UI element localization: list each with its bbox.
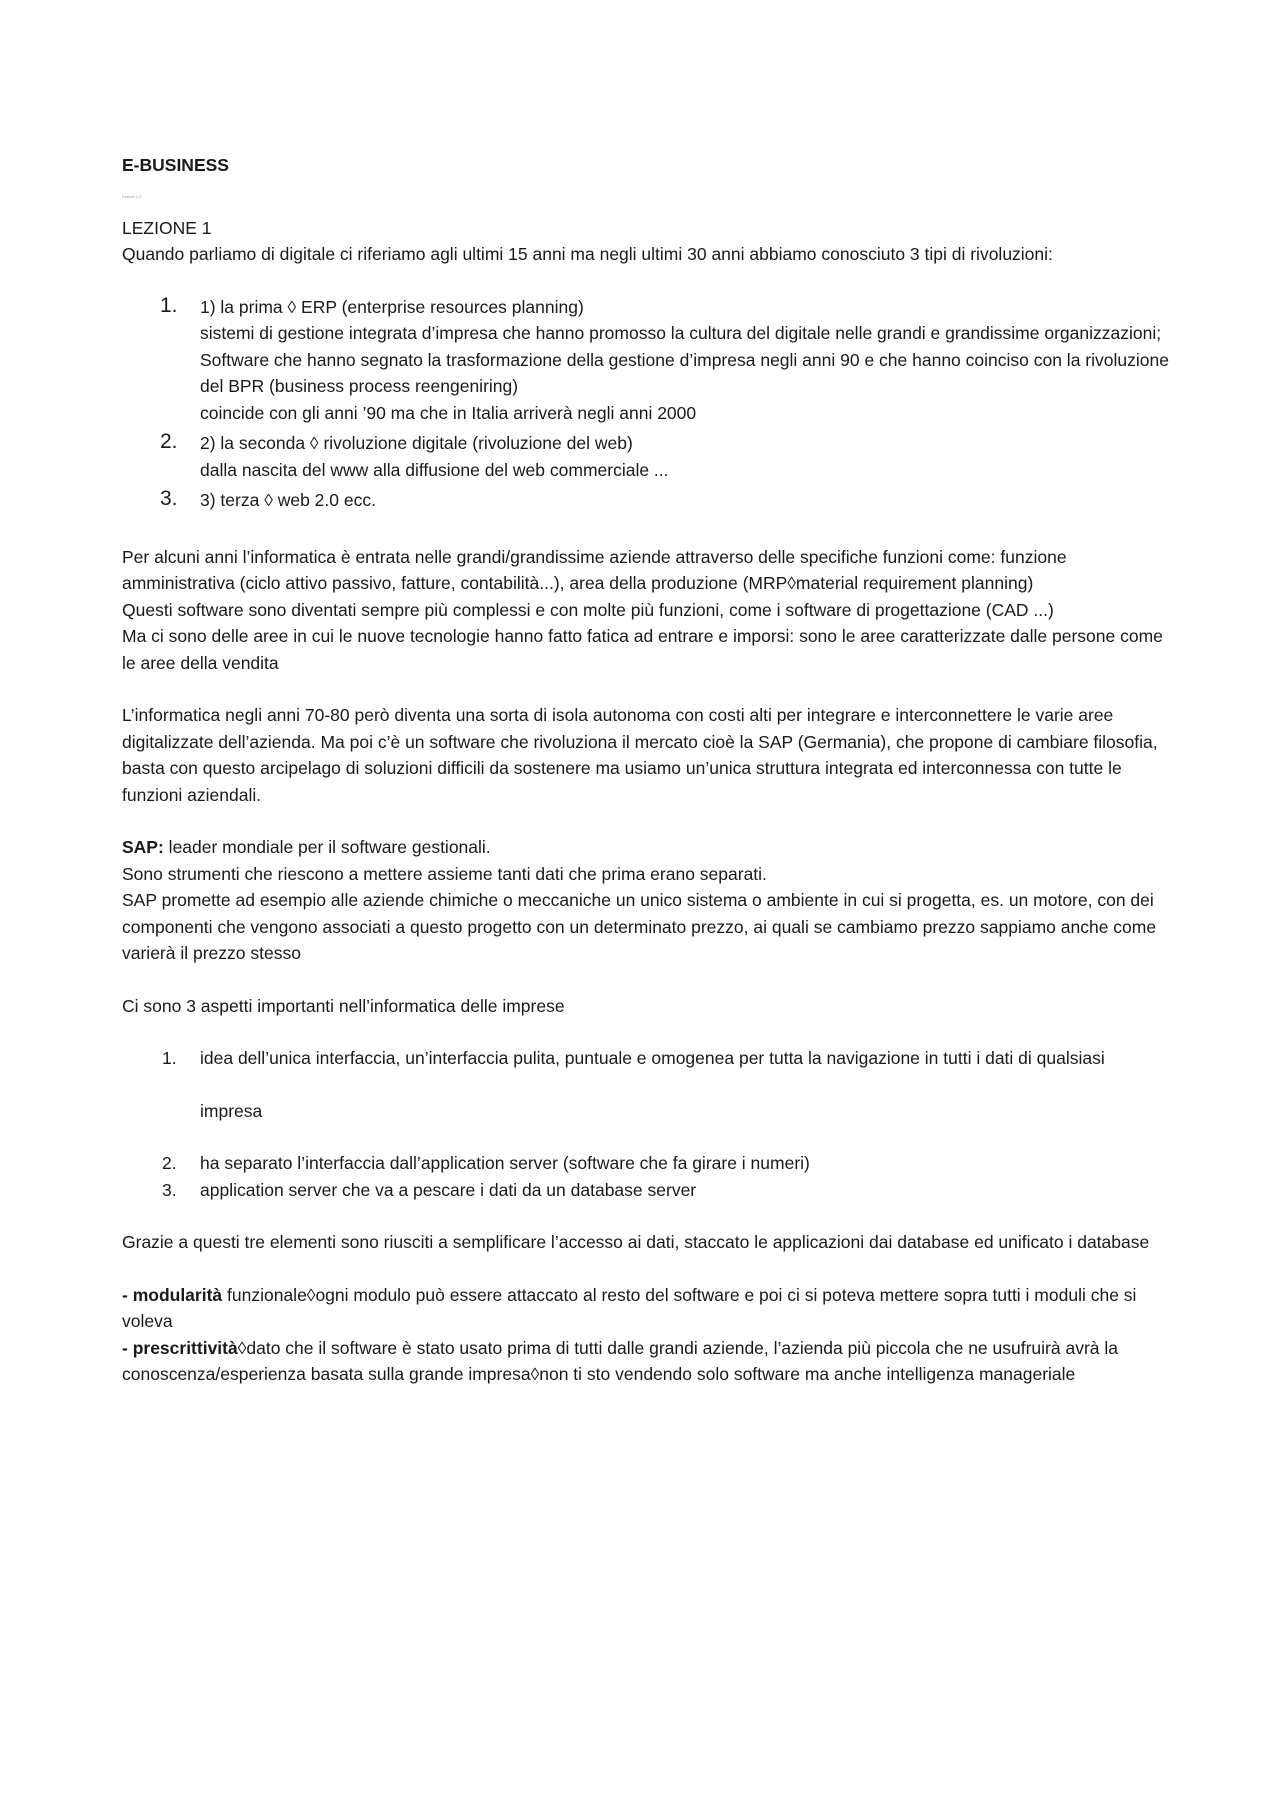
prescrittivita-text: ◊dato che il software è stato usato prima di tutti dalle grandi aziende, l’azienda più piccola che ne usufruirà avrà la conoscenza/esperienza basata sulla grande impresa◊non ti sto vendendo solo software ma anche intelligenza manageriale [122,1337,1118,1384]
lesson-intro: Quando parliamo di digitale ci riferiamo agli ultimi 15 anni ma negli ultimi 30 anni abbiamo conosciuto 3 tipi di rivoluzioni: [122,244,1053,264]
prescrittivita-label: - prescrittività [122,1337,238,1358]
paragraph-informatica-3: Ma ci sono delle aree in cui le nuove tecnologie hanno fatto fatica ad entrare e imporsi: sono le aree caratterizzate dalle persone come le aree della vendita [122,626,1163,673]
list-number: 2. [162,1153,177,1173]
paragraph-informatica-1: Per alcuni anni l’informatica è entrata nelle grandi/grandissime aziende attraverso delle specifiche funzioni come: funzione amministrativa (ciclo attivo passivo, fatture, contabilità...), area della produzione (MRP◊material requirement planning) [122,546,1067,593]
list-item-text: application server che va a pescare i dati da un database server [200,1179,697,1200]
sap-line-2: Sono strumenti che riescono a mettere assieme tanti dati che prima erano separati. [122,863,767,884]
list-item-line: 2) la seconda ◊ rivoluzione digitale (rivoluzione del web) [200,433,633,453]
sap-text: leader mondiale per il software gestionali. [163,837,491,857]
list-item [122,294,1174,427]
list-item [122,1150,1174,1177]
prescrittivita-paragraph [122,1335,1174,1388]
paragraph-informatica-2: Questi software sono diventati sempre più complessi e con molte più funzioni, come i software di progettazione (CAD ...) [122,599,1054,620]
list-item-line: coincide con gli anni ’90 ma che in Italia arriverà negli anni 2000 [200,402,697,423]
sap-label: SAP: [122,837,164,857]
list-item [122,487,1174,514]
list-number: 1. [162,1048,177,1068]
list-item-line: 1) la prima ◊ ERP (enterprise resources planning) [200,296,584,317]
list-item-line: sistemi di gestione integrata d’impresa che hanno promosso la cultura del digitale nelle grandi e grandissime organizzazioni; Software che hanno segnato la trasformazione della gestione d’impresa negli anni 90 e che hanno coinciso con la rivoluzione del BPR (business process reengeniring) [200,323,1169,396]
list-item [122,1177,1174,1204]
tiny-note: Lezioni 1-3 [122,193,142,199]
grazie-paragraph: Grazie a questi tre elementi sono riusciti a semplificare l’accesso ai dati, staccato le applicazioni dai database ed unificato i database [122,1232,1150,1252]
document-title: E-BUSINESS [122,155,229,175]
list-item-line: dalla nascita del www alla diffusione del web commerciale ... [200,459,669,480]
list-item-line: 3) terza ◊ web 2.0 ecc. [200,490,376,510]
modularita-paragraph [122,1282,1174,1335]
aspects-list [122,1045,1174,1203]
paragraph-anni-70-80: L’informatica negli anni 70-80 però diventa una sorta di isola autonoma con costi alti per integrare e interconnettere le varie aree digitalizzate dell’azienda. Ma poi c’è un software che rivoluziona il mercato cioè la SAP (Germania), che propone di cambiare filosofia, basta con questo arcipelago di soluzioni difficili da sostenere ma usiamo un’unica struttura integrata ed interconnessa con tutte le funzioni aziendali. [122,705,1158,805]
list-item [122,1045,1174,1150]
lesson-heading: LEZIONE 1 [122,217,212,238]
list-number: 1. [160,293,178,317]
list-item-text: ha separato l’interfaccia dall’application server (software che fa girare i numeri) [200,1153,810,1173]
revolutions-list [122,294,1174,514]
list-item [122,430,1174,483]
modularita-label: - modularità [122,1284,223,1305]
list-number: 3. [160,487,178,510]
list-number: 3. [162,1179,177,1200]
list-number: 2. [160,430,178,453]
aspects-intro: Ci sono 3 aspetti importanti nell’informatica delle imprese [122,995,565,1016]
sap-paragraph [122,834,1174,861]
document-page [122,152,1174,1388]
list-item-text: idea dell’unica interfaccia, un’interfaccia pulita, puntuale e omogenea per tutta la navigazione in tutti i dati di qualsiasi [200,1048,1105,1068]
list-item-extra: impresa [200,1100,263,1121]
sap-line-3: SAP promette ad esempio alle aziende chimiche o meccaniche un unico sistema o ambiente in cui si progetta, es. un motore, con dei componenti che vengono associati a questo progetto con un determinato prezzo, ai quali se cambiamo prezzo sappiamo anche come varierà il prezzo stesso [122,890,1157,963]
modularita-text: funzionale◊ogni modulo può essere attaccato al resto del software e poi ci si poteva mettere sopra tutti i moduli che si voleva [122,1284,1137,1331]
